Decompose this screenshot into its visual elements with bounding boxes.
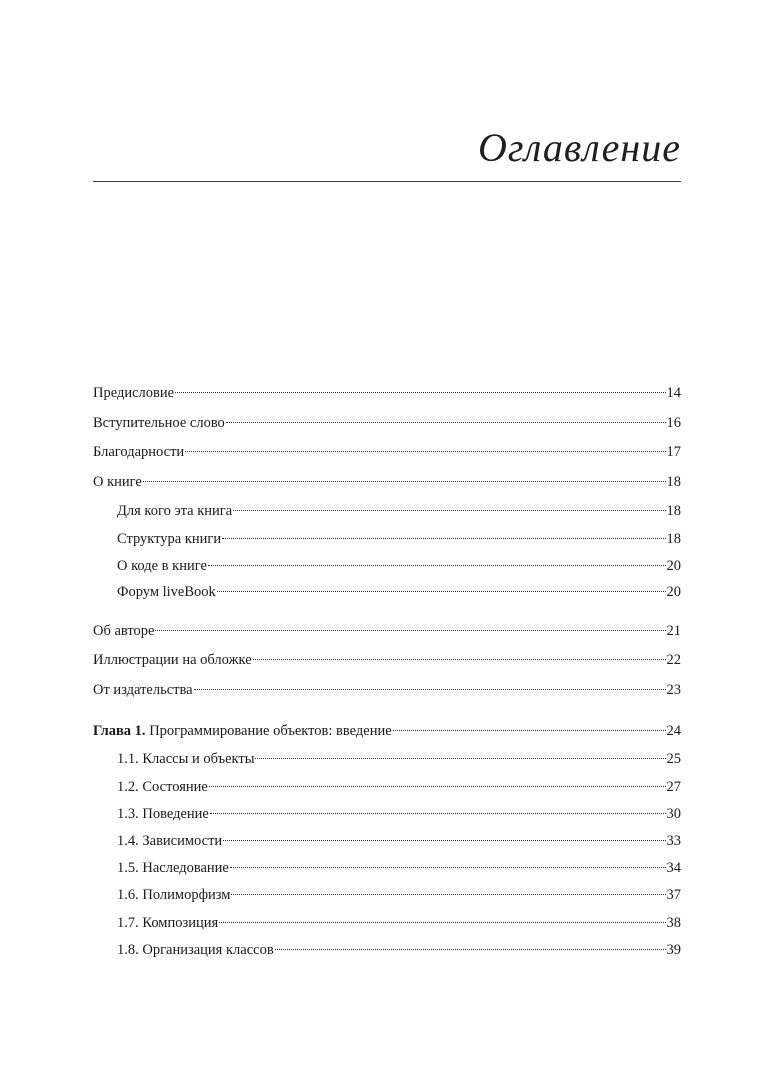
toc-entry-label: О книге bbox=[93, 474, 142, 490]
toc-entry-label: 1.7. Композиция bbox=[117, 915, 219, 931]
dot-leader bbox=[275, 949, 666, 950]
toc-page-number: 23 bbox=[666, 682, 681, 698]
toc-entry bbox=[93, 380, 681, 406]
toc-entry bbox=[93, 647, 681, 673]
dot-leader bbox=[185, 451, 665, 452]
toc-entry-title bbox=[93, 439, 184, 465]
dot-leader bbox=[175, 392, 665, 393]
toc-page-number: 27 bbox=[666, 779, 681, 795]
dot-leader bbox=[219, 922, 665, 923]
toc-entry-title bbox=[117, 855, 229, 881]
toc-entry bbox=[93, 677, 681, 703]
toc-entry-label: Форум liveBook bbox=[117, 584, 216, 600]
toc-entry bbox=[117, 882, 681, 908]
title-divider bbox=[93, 181, 681, 182]
toc-entry bbox=[93, 439, 681, 465]
dot-leader bbox=[217, 591, 666, 592]
toc-entry bbox=[117, 910, 681, 936]
dot-leader bbox=[393, 730, 666, 731]
toc-entry bbox=[117, 801, 681, 827]
dot-leader bbox=[209, 786, 666, 787]
toc-entry-label: Структура книги bbox=[117, 531, 222, 547]
toc-entry-label: Вступительное слово bbox=[93, 415, 225, 431]
toc-entry-title bbox=[117, 910, 218, 936]
toc-page-number: 24 bbox=[666, 723, 681, 739]
toc-entry-label: 1.4. Зависимости bbox=[117, 833, 223, 849]
toc-entry bbox=[117, 937, 681, 963]
toc-page-number: 14 bbox=[666, 385, 681, 401]
toc-entry bbox=[117, 855, 681, 881]
toc-entry-title bbox=[117, 937, 274, 963]
toc-page-number: 21 bbox=[666, 623, 681, 639]
toc-page-number: 33 bbox=[666, 833, 681, 849]
toc-entry-label: 1.6. Полиморфизм bbox=[117, 887, 231, 903]
toc-entry bbox=[93, 718, 681, 744]
toc-entry-label: От издательства bbox=[93, 682, 193, 698]
toc-entry-label: Предисловие bbox=[93, 385, 175, 401]
toc-entry-title bbox=[117, 801, 209, 827]
toc-entry bbox=[117, 553, 681, 579]
toc-entry-label: 1.1. Классы и объекты bbox=[117, 751, 255, 767]
dot-leader bbox=[230, 867, 666, 868]
toc-page-number: 18 bbox=[666, 531, 681, 547]
toc-entry-title bbox=[93, 469, 142, 495]
dot-leader bbox=[226, 422, 666, 423]
toc-entry-title bbox=[117, 498, 232, 524]
toc-page-number: 34 bbox=[666, 860, 681, 876]
toc-entry-label: 1.8. Организация классов bbox=[117, 942, 274, 958]
toc-page-number: 30 bbox=[666, 806, 681, 822]
toc-entry-title bbox=[117, 774, 208, 800]
dot-leader bbox=[222, 538, 665, 539]
dot-leader bbox=[210, 813, 666, 814]
toc-entry-title bbox=[93, 410, 225, 436]
toc-entry bbox=[93, 618, 681, 644]
toc-entry-title bbox=[93, 647, 252, 673]
toc-entry-title bbox=[117, 882, 230, 908]
toc-page-number: 25 bbox=[666, 751, 681, 767]
toc-entry-title bbox=[117, 828, 222, 854]
toc-entry-label: 1.2. Состояние bbox=[117, 779, 208, 795]
dot-leader bbox=[233, 510, 665, 511]
dot-leader bbox=[223, 840, 665, 841]
toc-entry-title bbox=[117, 526, 221, 552]
toc-entry bbox=[117, 828, 681, 854]
toc-entry-label: Благодарности bbox=[93, 444, 185, 460]
dot-leader bbox=[194, 689, 666, 690]
toc-entry bbox=[117, 774, 681, 800]
toc-entry-label: Об авторе bbox=[93, 623, 155, 639]
toc-entry bbox=[93, 410, 681, 436]
toc-entry-title bbox=[93, 618, 154, 644]
toc-entry-title bbox=[93, 380, 174, 406]
toc-page-number: 17 bbox=[666, 444, 681, 460]
dot-leader bbox=[208, 565, 666, 566]
toc-page-number: 37 bbox=[666, 887, 681, 903]
dot-leader bbox=[231, 894, 665, 895]
toc-page-number: 18 bbox=[666, 474, 681, 490]
toc-entry bbox=[117, 526, 681, 552]
dot-leader bbox=[143, 481, 666, 482]
toc-page-number: 38 bbox=[666, 915, 681, 931]
toc-entry bbox=[93, 469, 681, 495]
toc-page-number: 20 bbox=[666, 584, 681, 600]
toc-entry-title bbox=[93, 677, 193, 703]
toc-entry-label: Для кого эта книга bbox=[117, 503, 233, 519]
toc-entry-label: 1.5. Наследование bbox=[117, 860, 229, 876]
dot-leader bbox=[255, 758, 665, 759]
toc-entry bbox=[117, 746, 681, 772]
toc-page-number: 16 bbox=[666, 415, 681, 431]
toc-entry-title bbox=[117, 579, 216, 605]
toc-entry-label: 1.3. Поведение bbox=[117, 806, 209, 822]
toc-entry-title bbox=[117, 746, 254, 772]
toc-chapter-number: Глава 1. bbox=[93, 723, 146, 739]
page-title: Оглавление bbox=[477, 125, 681, 170]
toc-page-number: 18 bbox=[666, 503, 681, 519]
toc-page-number: 20 bbox=[666, 558, 681, 574]
toc-entry-label: О коде в книге bbox=[117, 558, 207, 574]
dot-leader bbox=[155, 630, 665, 631]
toc-entry bbox=[117, 579, 681, 605]
toc-entry-title bbox=[117, 553, 207, 579]
toc-entry bbox=[117, 498, 681, 524]
toc-page-number: 39 bbox=[666, 942, 681, 958]
dot-leader bbox=[253, 659, 666, 660]
toc-entry-label: Программирование объектов: введение bbox=[149, 723, 392, 739]
toc-page-number: 22 bbox=[666, 652, 681, 668]
toc-entry-title bbox=[93, 718, 392, 744]
toc-entry-label: Иллюстрации на обложке bbox=[93, 652, 252, 668]
